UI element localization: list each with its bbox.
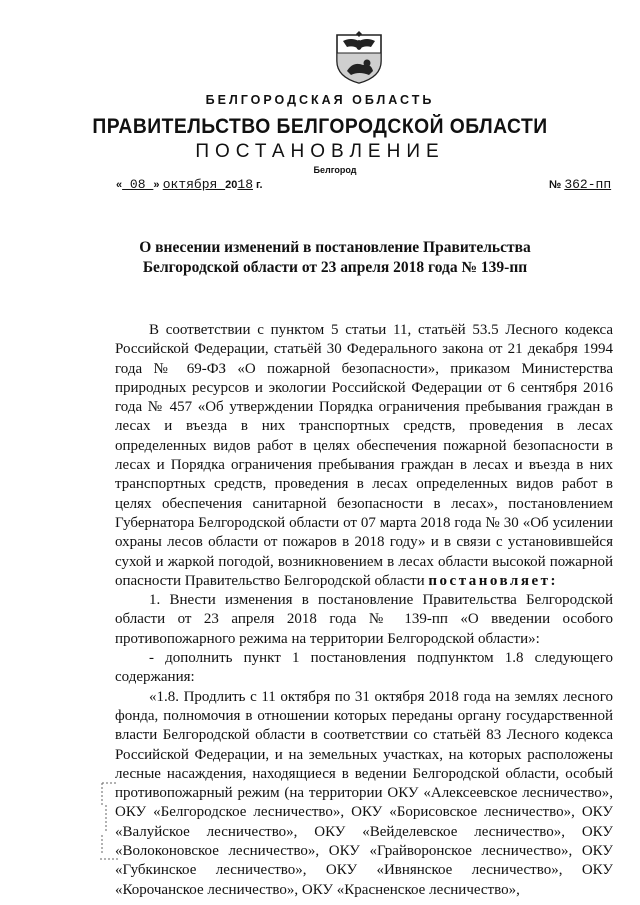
paragraph-subitem-1-8: «1.8. Продлить с 11 октября по 31 октября 2018 года на землях лесного фонда, полномочия в отношении которых переданы органу государственной власти Белгородской области в соответствии со статьёй 83 Лесного кодекса Российской Федерации, и на земельных участках, на которых расположены лесные насаждения, находящиеся в ведении Белгородской области, особый противопожарный режим (на территории ОКУ «Алексеевское лесничество», ОКУ «Белгородское лесничество», ОКУ «Борисовское лесничество», ОКУ «Валуйское лесничество», ОКУ «Вейделевское лесничество», ОКУ «Волоконовское лесничество», ОКУ «Грайворонское лесничество», ОКУ «Губкинское лесничество», ОКУ «Ивнянское лесничество», ОКУ «Корочанское лесничество», ОКУ «Красненское лесничество», (115, 688, 613, 898)
paragraph-item-1: 1. Внести изменения в постановление Правительства Белгородской области от 23 апреля 2018 года № 139-пп «О введении особого противопожарного режима на территории Белгородской области»: (115, 592, 613, 647)
date-year-prefix: 20 (225, 179, 238, 191)
date-day: 08 (122, 177, 154, 192)
preamble-text: В соответствии с пунктом 5 статьи 11, статьёй 53.5 Лесного кодекса Российской Федерации, статьёй 30 Федерального закона от 21 декабря 1994 года № 69-ФЗ «О пожарной безопасности», приказом Министерства природных ресурсов и экологии Российской Федерации от 6 сентября 2016 года № 457 «Об утверждении Порядка ограничения пребывания граждан в лесах и въезда в них транспортных средств, проведения в лесах определенных видов работ в целях обеспечения пожарной безопасности в лесах и Порядка ограничения пребывания граждан в лесах и въезда в них транспортных средств, проведения в лесах определенных видов работ в целях обеспечения санитарной безопасности в лесах», постановлением Губернатора Белгородской области от 07 марта 2018 года № 30 «Об усилении охраны лесов области от пожаров в 2018 году» и в связи с установившейся сухой и жаркой погодой, возникновением в лесах области высокой пожарной опасности Правительство Белгородской области (115, 322, 613, 589)
number-label: № (549, 179, 565, 191)
coat-of-arms-icon (333, 27, 385, 85)
preamble-emphasis: постановляет: (428, 572, 558, 589)
decree-number (549, 176, 611, 192)
date-close-quote: » (153, 179, 160, 191)
margin-stamp-marks (100, 775, 120, 875)
title-line-2: Белгородской области от 23 апреля 2018 года № 139-пп (142, 259, 528, 276)
paragraph-preamble (115, 321, 613, 591)
date-year-label: г. (253, 179, 263, 191)
date-month: октября (162, 177, 226, 192)
date-open-quote: « (116, 179, 123, 191)
document-type: ПОСТАНОВЛЕНИЕ (195, 141, 445, 162)
document-title (100, 238, 570, 278)
city-name: Белгород (313, 165, 357, 175)
number-value: 362-пп (564, 177, 612, 192)
decree-date (116, 176, 263, 192)
document-body (115, 321, 613, 900)
title-line-1: О внесении изменений в постановление Правительства (139, 239, 531, 256)
region-name: БЕЛГОРОДСКАЯ ОБЛАСТЬ (205, 93, 435, 107)
paragraph-amendment: - дополнить пункт 1 постановления подпунктом 1.8 следующего содержания: (115, 650, 613, 686)
government-name: ПРАВИТЕЛЬСТВО БЕЛГОРОДСКОЙ ОБЛАСТИ (92, 115, 548, 138)
date-year-suffix: 18 (237, 177, 253, 192)
